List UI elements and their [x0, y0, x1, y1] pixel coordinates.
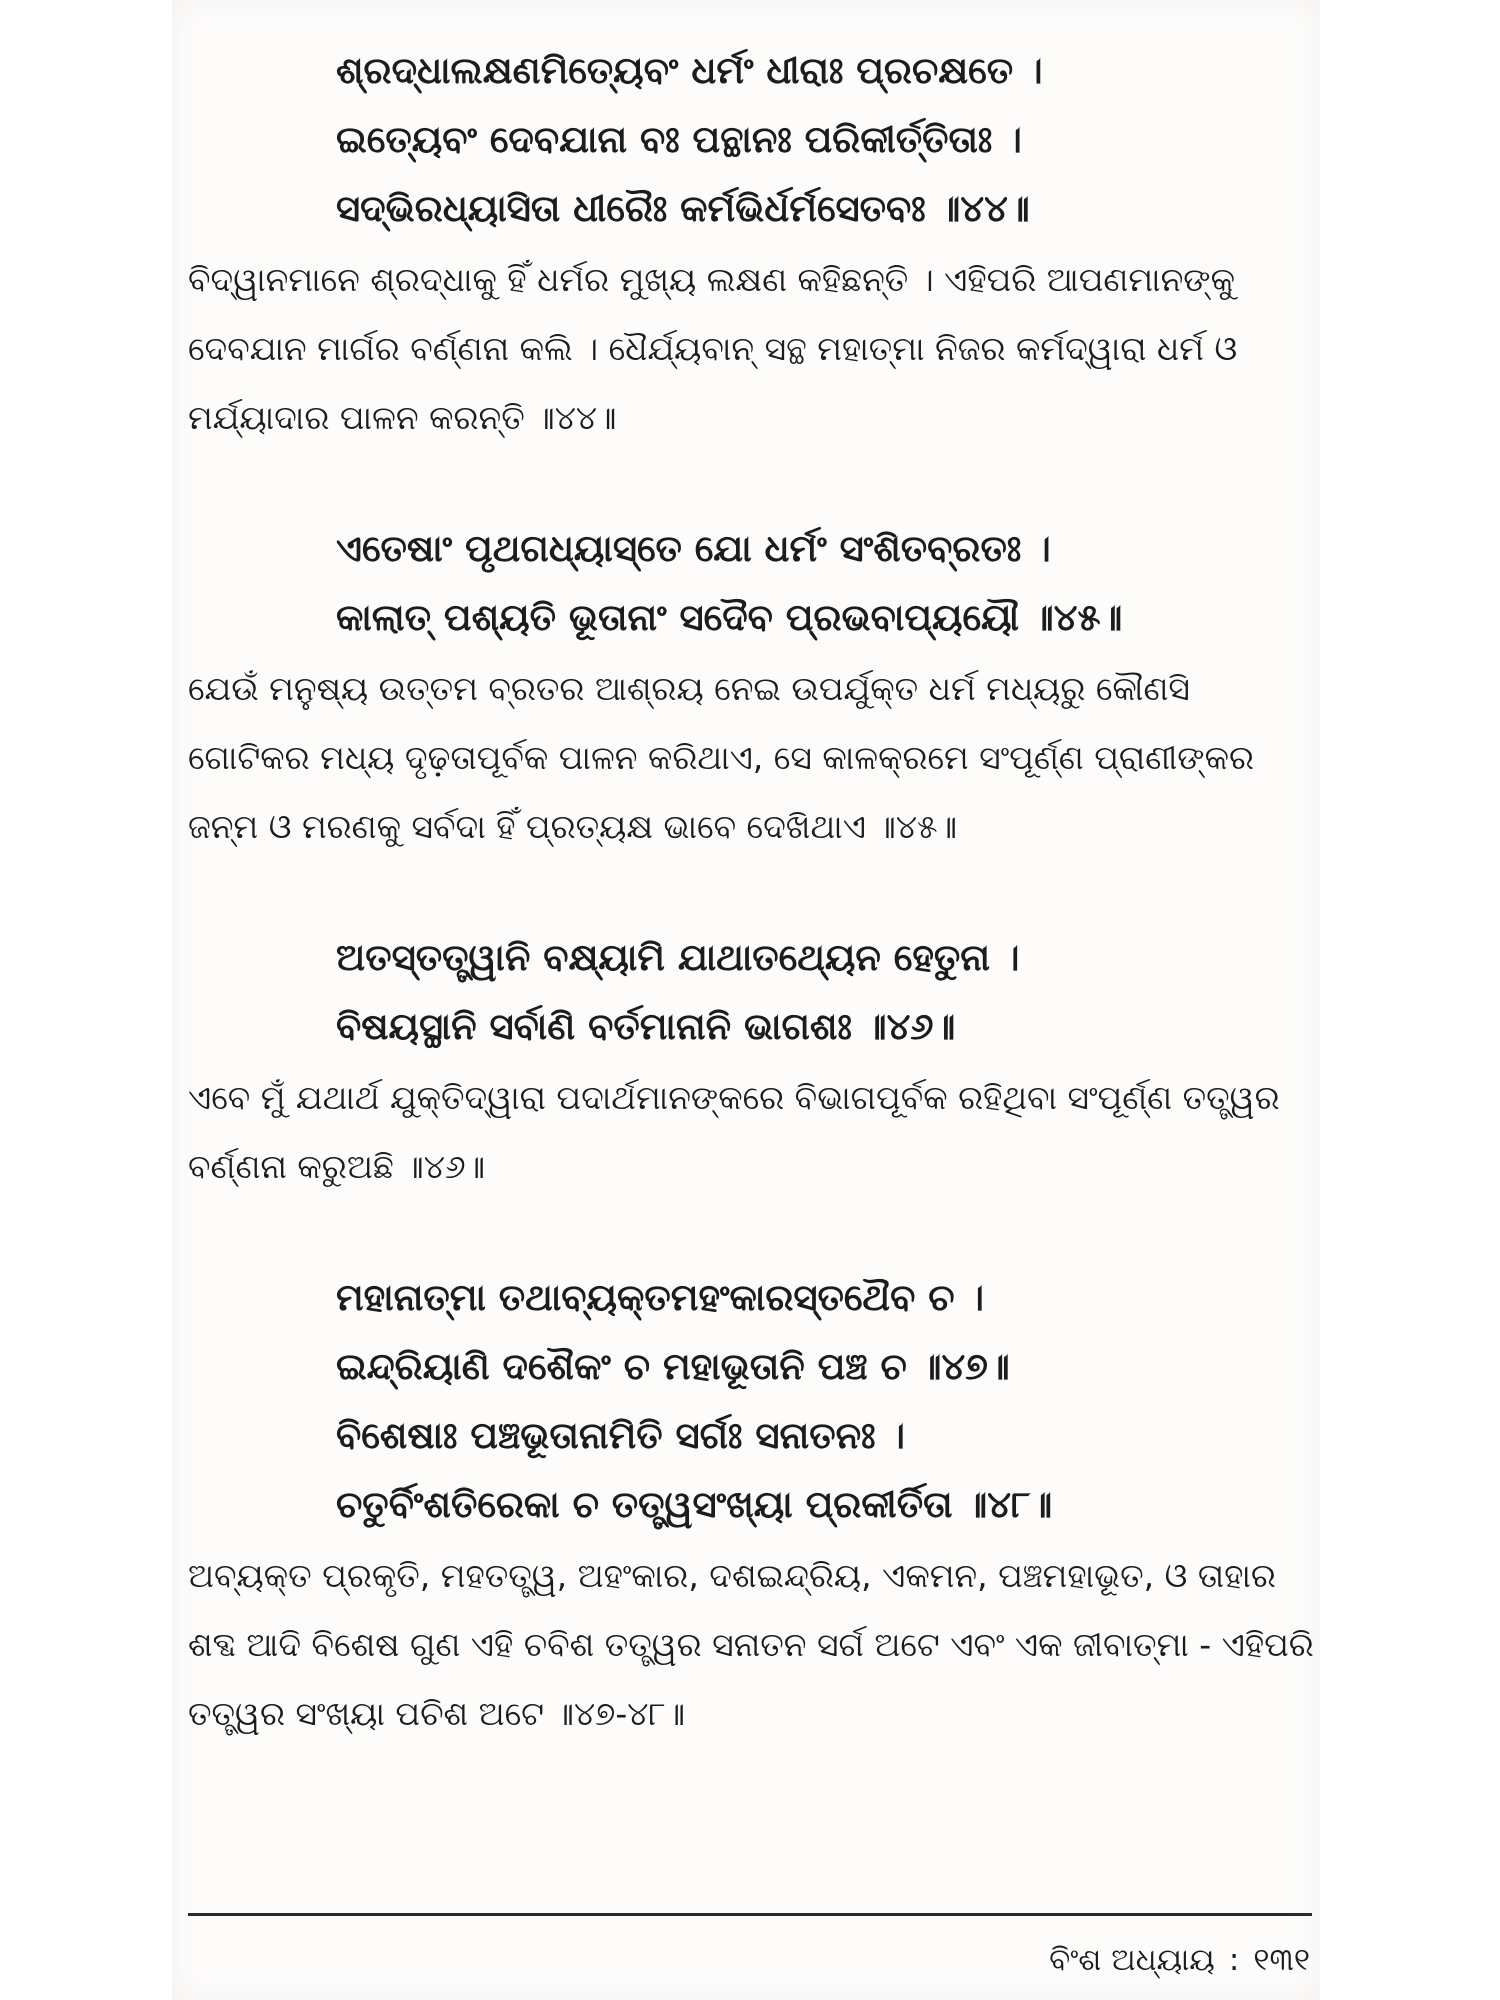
sanskrit-verse-line: ଚତୁର୍ବିଂଶତିରେକା ଚ ତତ୍ତ୍ୱସଂଖ୍ୟା ପ୍ରକୀର୍ତିତା ॥୪୮॥	[336, 1483, 1053, 1526]
sanskrit-verse-line: ବିଷୟସ୍ଥାନି ସର୍ବାଣି ବର୍ତମାନାନି ଭାଗଶଃ ॥୪୬॥	[336, 1005, 956, 1048]
chapter-title: ବିଂଶ ଅଧ୍ୟାୟ	[1049, 1942, 1215, 1978]
footer-separator: :	[1228, 1942, 1240, 1978]
odia-translation: ବିଦ୍ୱାନମାନେ ଶ୍ରଦ୍ଧାକୁ ହିଁ ଧର୍ମର ମୁଖ୍ୟ ଲକ୍ଷଣ କହିଛନ୍ତି । ଏହିପରି ଆପଣମାନଙ୍କୁ ଦେବଯାନ ମାର୍ଗର ବର୍ଣ୍ଣନା କଲି । ଧୈର୍ଯ୍ୟବାନ୍ ସନ୍ଥ ମହାତ୍ମା ନିଜର କର୍ମଦ୍ୱାରା ଧର୍ମ ଓ ମର୍ଯ୍ୟାଦାର ପାଳନ କରନ୍ତି ॥୪୪॥	[188, 260, 1238, 437]
sanskrit-verse-line: ସଦ୍‌ଭିରଧ୍ୟାସିତା ଧୀରୈଃ କର୍ମଭିର୍ଧର୍ମସେତବଃ ॥୪୪॥	[336, 187, 1030, 230]
page-content	[188, 36, 1316, 1810]
sanskrit-verse-line: ଅତସ୍ତତ୍ତ୍ୱାନି ବକ୍ଷ୍ୟାମି ଯାଥାତଥ୍ୟେନ ହେତୁନା ।	[336, 936, 1020, 979]
sanskrit-verse-line: କାଲାତ୍ ପଶ୍ୟତି ଭୂତାନାଂ ସଦୈବ ପ୍ରଭବାପ୍ୟୟୌ ॥୪୫॥	[336, 596, 1123, 639]
sanskrit-verse-line: ଶ୍ରଦ୍ଧାଲକ୍ଷଣମିତ୍ୟେବଂ ଧର୍ମଂ ଧୀରାଃ ପ୍ରଚକ୍ଷତେ ।	[336, 49, 1043, 92]
verse-block-44	[188, 36, 1316, 452]
verse-block-47-48	[188, 1263, 1316, 1748]
odia-translation: ଯେଉଁ ମନୁଷ୍ୟ ଉତ୍ତମ ବ୍ରତର ଆଶ୍ରୟ ନେଇ ଉପର୍ଯୁକ୍ତ ଧର୍ମ ମଧ୍ୟରୁ କୌଣସି ଗୋଟିକର ମଧ୍ୟ ଦୃଢ଼ତାପୂର୍ବକ ପାଳନ କରିଥାଏ, ସେ କାଳକ୍ରମେ ସଂପୂର୍ଣ୍ଣ ପ୍ରାଣୀଙ୍କର ଜନ୍ମ ଓ ମରଣକୁ ସର୍ବଦା ହିଁ ପ୍ରତ୍ୟକ୍ଷ ଭାବେ ଦେଖିଥାଏ ॥୪୫॥	[188, 669, 1255, 846]
odia-translation: ଅବ୍ୟକ୍ତ ପ୍ରକୃତି, ମହତତ୍ତ୍ୱ, ଅହଂକାର, ଦଶଇନ୍ଦ୍ରିୟ, ଏକମନ, ପଞ୍ଚମହାଭୂତ, ଓ ତାହାର ଶବ୍ଦ ଆଦି ବିଶେଷ ଗୁଣ ଏହି ଚବିଶ ତତ୍ତ୍ୱର ସନାତନ ସର୍ଗ ଅଟେ ଏବଂ ଏକ ଜୀବାତ୍ମା - ଏହିପରି ତତ୍ତ୍ୱର ସଂଖ୍ୟା ପଚିଶ ଅଟେ ॥୪୭-୪୮॥	[188, 1556, 1314, 1733]
sanskrit-verse-line: ଇତ୍ୟେବଂ ଦେବଯାନା ବଃ ପନ୍ଥାନଃ ପରିକୀର୍ତ୍ତିତାଃ ।	[336, 118, 1022, 161]
sanskrit-verse-line: ମହାନାତ୍ମା ତଥାବ୍ୟକ୍ତମହଂକାରସ୍ତଥୈବ ଚ ।	[336, 1276, 985, 1319]
verse-block-45	[188, 514, 1316, 861]
sanskrit-verse-line: ବିଶେଷାଃ ପଞ୍ଚଭୂତାନାମିତି ସର୍ଗଃ ସନାତନଃ ।	[336, 1414, 906, 1457]
footer-divider	[188, 1913, 1312, 1916]
page-footer	[1049, 1938, 1310, 1982]
sanskrit-verse-line: ଏତେଷାଂ ପୃଥଗଧ୍ୟାସ୍ତେ ଯୋ ଧର୍ମଂ ସଂଶିତବ୍ରତଃ ।	[336, 527, 1051, 570]
odia-translation: ଏବେ ମୁଁ ଯଥାର୍ଥ ଯୁକ୍ତିଦ୍ୱାରା ପଦାର୍ଥମାନଙ୍କରେ ବିଭାଗପୂର୍ବକ ରହିଥିବା ସଂପୂର୍ଣ୍ଣ ତତ୍ତ୍ୱର ବର୍ଣ୍ଣନା କରୁଅଛି ॥୪୬॥	[188, 1078, 1280, 1186]
sanskrit-verse-line: ଇନ୍ଦ୍ରିୟାଣି ଦଶୈକଂ ଚ ମହାଭୂତାନି ପଞ୍ଚ ଚ ॥୪୭॥	[336, 1345, 1010, 1388]
verse-block-46	[188, 923, 1316, 1201]
page-number: ୧୩୧	[1253, 1942, 1310, 1978]
